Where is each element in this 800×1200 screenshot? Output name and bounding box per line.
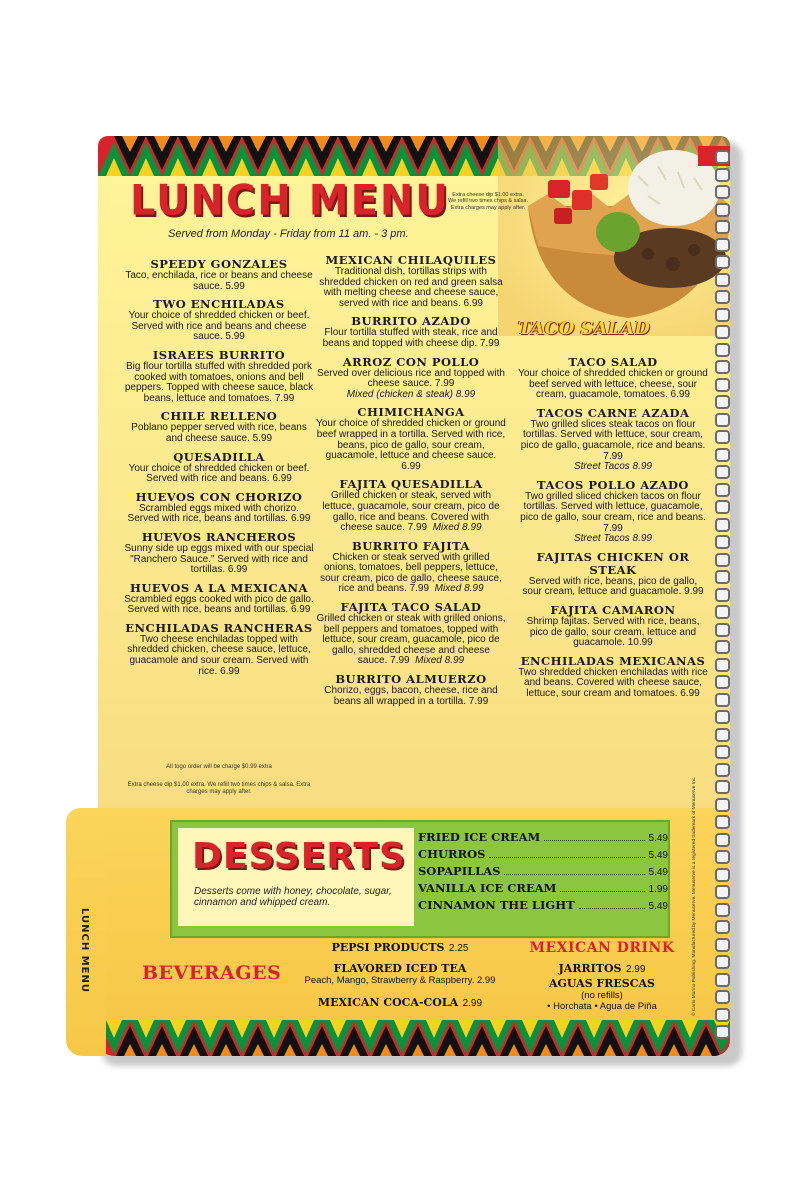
spiral-ring xyxy=(715,395,730,409)
dot-leader xyxy=(560,891,644,892)
item-name: HUEVOS A LA MEXICANA xyxy=(130,580,308,595)
spiral-ring xyxy=(715,693,730,707)
item-description-text: Two grilled sliced chicken tacos on flour tortillas. Served with lettuce, guacamole, pico de gallo, sour cream, rice and beans. 7.99 xyxy=(520,490,706,534)
item-description: Served with rice, beans, pico de gallo, sour cream, lettuce and guacamole. 9.99 xyxy=(522,575,704,598)
spiral-ring xyxy=(715,780,730,794)
item-description xyxy=(518,492,708,545)
spiral-ring xyxy=(715,518,730,532)
desserts-box xyxy=(170,820,670,938)
beverage-item xyxy=(286,962,514,986)
dessert-item xyxy=(418,864,668,881)
item-name: ARROZ CON POLLO xyxy=(342,354,480,369)
dessert-item xyxy=(418,898,668,915)
spiral-ring xyxy=(715,185,730,199)
menu-item xyxy=(124,582,314,616)
spiral-ring xyxy=(715,500,730,514)
menu-item xyxy=(124,298,314,343)
item-name: TACOS CARNE AZADA xyxy=(536,405,690,420)
item-description: Two cheese enchiladas topped with shredded chicken, cheese sauce, lettuce, guacamole and sour cream. Served with rice. 6.99 xyxy=(127,633,311,677)
item-description: Your choice of shredded chicken or ground beef wrapped in a tortilla. Served with rice, beans, pico de gallo, sour cream, guacamole, lettuce and cheese sauce. 6.99 xyxy=(316,418,506,472)
bottom-pattern-stripe xyxy=(98,1020,730,1056)
mexican-drink-title: MEXICAN DRINK xyxy=(529,940,675,956)
item-description: Shrimp fajitas. Served with rice, beans, pico de gallo, sour cream, lettuce and guacamole. 10.99 xyxy=(526,615,700,649)
beverage-price: 2.25 xyxy=(448,943,469,954)
menu-item xyxy=(316,406,506,472)
spiral-ring xyxy=(715,990,730,1004)
item-name: CHIMICHANGA xyxy=(357,405,465,420)
item-name: FAJITA TACO SALAD xyxy=(340,600,482,615)
menu-item xyxy=(518,479,708,545)
item-name: ISRAEES BURRITO xyxy=(152,347,286,362)
spiral-ring xyxy=(715,815,730,829)
desserts-header-panel xyxy=(178,828,414,926)
item-description: Chorizo, eggs, bacon, cheese, rice and beans all wrapped in a tortilla. 7.99 xyxy=(324,685,498,707)
publisher-credit-text: © Carlo Marino Publishing. Manufactured by Menuserve. Menuserve is a registered trademark of Menuserve Inc. xyxy=(692,776,697,1016)
spiral-ring xyxy=(715,658,730,672)
menu-item xyxy=(518,407,708,473)
spiral-ring xyxy=(715,885,730,899)
togo-charge-note: All togo order will be charge $0.99 extra xyxy=(166,764,272,770)
lunch-menu-title: LUNCH MENU xyxy=(130,176,450,226)
spiral-ring xyxy=(715,255,730,269)
spiral-ring xyxy=(715,868,730,882)
item-price-note: Mixed 8.99 xyxy=(415,655,465,667)
item-name: HUEVOS RANCHEROS xyxy=(141,529,297,544)
spiral-ring xyxy=(715,360,730,374)
spiral-ring xyxy=(715,763,730,777)
spiral-ring xyxy=(715,325,730,339)
item-price-note: Mixed (chicken & steak) 8.99 xyxy=(346,388,476,400)
menu-item xyxy=(316,478,506,533)
item-name: FAJITAS CHICKEN OR STEAK xyxy=(536,549,690,577)
beverages-list xyxy=(286,938,514,1011)
item-description: Your choice of shredded chicken or beef. Served with rice and beans and cheese sauce. 5.99 xyxy=(128,310,310,343)
beverage-name: MEXICAN COCA-COLA xyxy=(317,996,459,1009)
spiral-ring xyxy=(715,938,730,952)
item-name: SPEEDY GONZALES xyxy=(150,257,288,271)
desserts-title: DESSERTS xyxy=(192,836,406,877)
dot-leader xyxy=(579,908,645,909)
item-price-note: Street Tacos 8.99 xyxy=(573,461,652,473)
menu-item xyxy=(518,551,708,598)
item-description: Scrambled eggs cooked with pico de gallo. Served with rice, beans and tortillas. 6.99 xyxy=(124,593,314,616)
beverage-name: JARRITOS xyxy=(558,962,622,975)
beverage-price: 2.99 xyxy=(462,998,483,1009)
spiral-ring xyxy=(715,1008,730,1022)
menu-item xyxy=(316,601,506,667)
dot-leader xyxy=(489,857,644,858)
item-name: TACO SALAD xyxy=(568,355,658,369)
beverage-item xyxy=(514,959,690,977)
dessert-item xyxy=(418,881,668,898)
item-description: Big flour tortilla stuffed with shredded pork cooked with tomatoes, onions and bell peppers. Topped with cheese sauce, black beans, lettuce and tomatoes. 7.99 xyxy=(124,360,314,404)
menu-item xyxy=(316,673,506,707)
spiral-ring xyxy=(715,203,730,217)
beverage-name: PEPSI PRODUCTS xyxy=(331,941,445,954)
dessert-price: 5.49 xyxy=(648,901,668,912)
publisher-credit xyxy=(692,776,700,1016)
spiral-ring xyxy=(715,465,730,479)
item-description: Flour tortilla stuffed with steak, rice and beans and topped with cheese dip. 7.99 xyxy=(322,327,500,349)
beverage-name: FLAVORED ICED TEA xyxy=(333,962,467,975)
spiral-ring xyxy=(715,675,730,689)
item-description: Two shredded chicken enchiladas with rice and beans. Covered with cheese sauce, lettuce, sour cream and tomatoes. 6.99 xyxy=(518,666,708,699)
side-tab-label: LUNCH MENU xyxy=(79,908,90,993)
item-name: BURRITO FAJITA xyxy=(352,538,470,553)
item-description xyxy=(518,420,708,473)
menu-column-1 xyxy=(124,258,314,683)
menu-column-2 xyxy=(316,254,506,713)
item-description-text: Grilled chicken or steak, served with lettuce, guacamole, sour cream, pico de gallo, rice and beans. Covered with cheese sauce. 7.99 xyxy=(322,490,500,534)
beverage-note: (no refills) xyxy=(581,990,623,1001)
item-description: Traditional dish, tortillas strips with shredded chicken on red and green salsa with melting cheese and cheese sauce, served with rice and beans. 6.99 xyxy=(319,266,503,309)
dessert-item xyxy=(418,847,668,864)
spiral-ring xyxy=(715,605,730,619)
spiral-ring xyxy=(715,745,730,759)
spiral-ring xyxy=(715,483,730,497)
spiral-ring xyxy=(715,903,730,917)
dessert-name: VANILLA ICE CREAM xyxy=(418,881,557,895)
item-description: Scrambled eggs mixed with chorizo. Served with rice, beans and tortillas. 6.99 xyxy=(127,502,311,525)
dot-leader xyxy=(544,840,644,841)
taco-salad-banner: TACO SALAD xyxy=(518,318,650,339)
beverage-item xyxy=(286,938,514,956)
menu-item xyxy=(124,258,314,292)
item-name: QUESADILLA xyxy=(173,449,265,464)
spiral-ring xyxy=(715,920,730,934)
extra-charge-note: Extra cheese dip $1.00 extra. We refill two times chips & salsa. Extra charges may apply after. xyxy=(448,192,528,211)
mexican-drinks xyxy=(514,940,690,1012)
menu-item xyxy=(124,622,314,677)
cheese-dip-note: Extra cheese dip $1.00 extra. We refill two times chips & salsa. Extra charges may apply after. xyxy=(127,782,311,795)
spiral-ring xyxy=(715,710,730,724)
beverages-title: BEVERAGES xyxy=(142,962,282,984)
spiral-ring xyxy=(715,308,730,322)
item-description: Your choice of shredded chicken or ground beef served with lettuce, cheese, sour cream, guacamole, tomatoes. 6.99 xyxy=(518,368,708,401)
spiral-ring xyxy=(715,343,730,357)
menu-item xyxy=(518,655,708,700)
dessert-item xyxy=(418,830,668,847)
spiral-ring xyxy=(715,413,730,427)
dessert-price: 5.49 xyxy=(648,867,668,878)
spiral-ring xyxy=(715,273,730,287)
spiral-ring xyxy=(715,553,730,567)
spiral-ring xyxy=(715,833,730,847)
spiral-ring xyxy=(715,728,730,742)
spiral-ring xyxy=(715,290,730,304)
spiral-ring xyxy=(715,955,730,969)
spiral-ring xyxy=(715,430,730,444)
side-tab xyxy=(66,808,106,1056)
spiral-ring xyxy=(715,640,730,654)
menu-item xyxy=(518,604,708,649)
served-hours: Served from Monday - Friday from 11 am. - 3 pm. xyxy=(168,228,409,240)
item-name: ENCHILADAS RANCHERAS xyxy=(125,620,313,635)
dessert-price: 1.99 xyxy=(648,884,668,895)
menu-item xyxy=(124,491,314,525)
item-name: MEXICAN CHILAQUILES xyxy=(325,253,497,267)
beverage-description: Peach, Mango, Strawberry & Raspberry. 2.99 xyxy=(304,975,496,986)
menu-item xyxy=(124,410,314,444)
item-price-note: Mixed 8.99 xyxy=(434,583,484,595)
item-name: FAJITA CAMARON xyxy=(550,602,676,617)
menu-page xyxy=(98,136,730,1056)
spiral-ring xyxy=(715,570,730,584)
dessert-price: 5.49 xyxy=(648,833,668,844)
item-name: CHILE RELLENO xyxy=(160,409,278,424)
spiral-ring xyxy=(715,588,730,602)
item-name: BURRITO AZADO xyxy=(351,314,471,329)
taco-salad-photo xyxy=(498,136,730,336)
menu-item xyxy=(316,540,506,595)
spiral-ring xyxy=(715,168,730,182)
item-description-text: Served over delicious rice and topped with cheese sauce. 7.99 xyxy=(317,367,505,390)
menu-item xyxy=(124,451,314,485)
item-description xyxy=(316,369,506,401)
item-name: FAJITA QUESADILLA xyxy=(339,477,483,492)
item-name: BURRITO ALMUERZO xyxy=(335,672,487,687)
dessert-name: FRIED ICE CREAM xyxy=(418,830,541,844)
spiral-ring xyxy=(715,150,730,164)
dessert-list xyxy=(418,830,668,915)
item-description: Poblano pepper served with rice, beans and cheese sauce. 5.99 xyxy=(131,422,307,444)
item-description xyxy=(316,553,506,595)
menu-item xyxy=(124,531,314,576)
spiral-ring xyxy=(715,973,730,987)
item-description-text: Two grilled slices steak tacos on flour tortillas. Served with lettuce, sour cream, pico de gallo, guacamole, rice and beans. 7.99 xyxy=(520,418,706,462)
beverage-item xyxy=(286,993,514,1011)
item-name: TWO ENCHILADAS xyxy=(153,297,285,312)
spiral-binding xyxy=(715,150,729,1050)
spiral-ring xyxy=(715,378,730,392)
item-description-text: Chicken or steak served with grilled onions, tomatoes, bell peppers, lettuce, sour cream, pico de gallo, cheese sauce, rice and beans. 7.99 xyxy=(320,551,502,595)
menu-column-3 xyxy=(518,356,708,705)
dessert-name: SOPAPILLAS xyxy=(418,864,501,878)
item-name: TACOS POLLO AZADO xyxy=(537,477,689,492)
spiral-ring xyxy=(715,623,730,637)
spiral-ring xyxy=(715,798,730,812)
dot-leader xyxy=(504,874,644,875)
menu-item xyxy=(316,315,506,349)
beverage-flavors: • Horchata • Agua de Piña xyxy=(547,1001,657,1012)
item-description: Sunny side up eggs mixed with our special "Ranchero Sauce." Served with rice and tortillas. 6.99 xyxy=(124,542,314,576)
item-price-note: Street Tacos 8.99 xyxy=(573,533,652,545)
item-description-text: Grilled chicken or steak with grilled onions, bell peppers and tomatoes, topped with lettuce, sour cream, guacamole, pico de gallo, shredded cheese and cheese sauce. 7.99 xyxy=(316,613,506,667)
spiral-ring xyxy=(715,1025,730,1039)
desserts-description: Desserts come with honey, chocolate, sugar, cinnamon and whipped cream. xyxy=(194,886,392,908)
item-description xyxy=(316,614,506,667)
beverage-price: 2.99 xyxy=(625,964,646,975)
item-name: HUEVOS CON CHORIZO xyxy=(135,489,303,504)
item-price-note: Mixed 8.99 xyxy=(432,522,482,534)
menu-item xyxy=(518,356,708,401)
spiral-ring xyxy=(715,220,730,234)
menu-item xyxy=(316,356,506,401)
beverage-name: AGUAS FRESCAS xyxy=(548,977,655,990)
item-description: Your choice of shredded chicken or beef. Served with rice and beans. 6.99 xyxy=(128,462,310,485)
spiral-ring xyxy=(715,850,730,864)
item-description: Taco, enchilada, rice or beans and cheese sauce. 5.99 xyxy=(125,270,313,292)
spiral-ring xyxy=(715,535,730,549)
item-name: ENCHILADAS MEXICANAS xyxy=(520,653,706,668)
dessert-name: CHURROS xyxy=(418,847,486,861)
dessert-name: CINNAMON THE LIGHT xyxy=(418,898,575,912)
spiral-ring xyxy=(715,448,730,462)
item-description xyxy=(316,491,506,533)
dessert-price: 5.49 xyxy=(648,850,668,861)
spiral-ring xyxy=(715,238,730,252)
menu-item xyxy=(316,254,506,309)
menu-item xyxy=(124,349,314,404)
